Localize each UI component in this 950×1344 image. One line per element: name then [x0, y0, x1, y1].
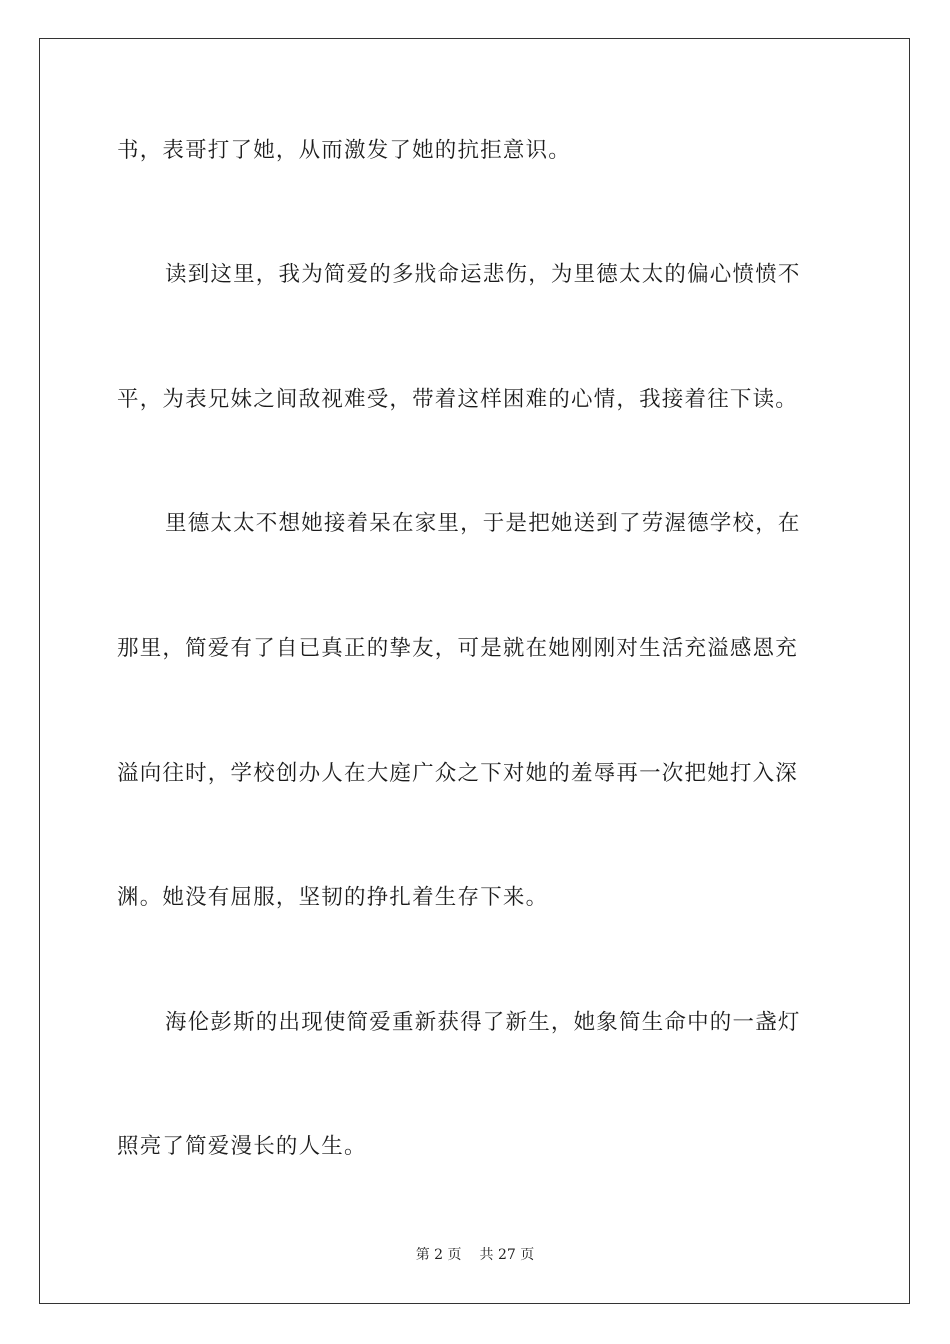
text-line-6: 溢向往时，学校创办人在大庭广众之下对她的羞辱再一次把她打入深 — [117, 761, 799, 786]
text-line-1: 书，表哥打了她，从而激发了她的抗拒意识。 — [117, 138, 572, 163]
text-line-8: 海伦彭斯的出现使简爱重新获得了新生，她象简生命中的一盏灯 — [165, 1010, 801, 1035]
text-line-9: 照亮了简爱漫长的人生。 — [117, 1134, 367, 1159]
total-pages: 共 27 页 — [479, 1247, 535, 1263]
text-line-4: 里德太太不想她接着呆在家里，于是把她送到了劳渥德学校，在 — [165, 511, 801, 536]
page-border — [39, 38, 910, 1304]
page-footer — [0, 1246, 950, 1264]
text-line-5: 那里，简爱有了自已真正的挚友，可是就在她刚刚对生活充溢感恩充 — [117, 636, 799, 661]
text-line-2: 读到这里，我为简爱的多戕命运悲伤，为里德太太的偏心愤愤不 — [165, 262, 801, 287]
page-number: 第 2 页 — [415, 1247, 462, 1263]
text-line-7: 渊。她没有屈服，坚韧的挣扎着生存下来。 — [117, 885, 549, 910]
text-line-3: 平，为表兄妹之间敌视难受，带着这样困难的心情，我接着往下读。 — [117, 387, 799, 412]
